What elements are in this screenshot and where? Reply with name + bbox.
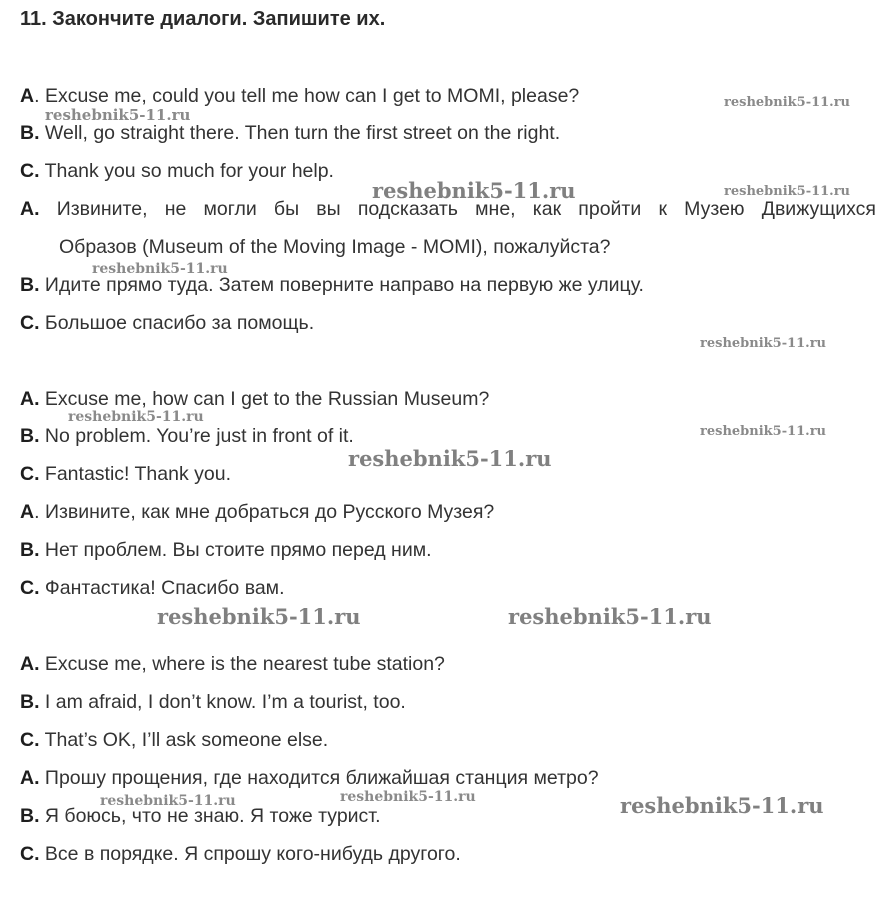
dialogue-line (20, 728, 328, 752)
line-text: I am afraid, I don’t know. I’m a tourist, too. (44, 691, 406, 713)
speaker-label: C. (20, 577, 40, 599)
dialogue-line (20, 842, 461, 866)
watermark: reshebnik5-11.ru (348, 446, 552, 471)
line-text: Все в порядке. Я спрошу кого-нибудь другого. (44, 843, 461, 865)
speaker-label: A (20, 501, 35, 523)
line-text: Извините, не могли бы вы подсказать мне, как пройти к Музею Движущихся (56, 198, 876, 220)
speaker-label: C. (20, 843, 40, 865)
watermark: reshebnik5-11.ru (68, 409, 204, 425)
watermark: reshebnik5-11.ru (508, 604, 712, 629)
line-text: Fantastic! Thank you. (44, 463, 231, 485)
dialogue-line: A. Извините, как мне добраться до Русского Музея? (20, 501, 495, 523)
watermark: reshebnik5-11.ru (340, 789, 476, 805)
watermark: reshebnik5-11.ru (100, 793, 236, 809)
line-text: Excuse me, where is the nearest tube station? (44, 653, 445, 675)
speaker-label: B. (20, 274, 40, 296)
dialogue-line (20, 538, 432, 562)
speaker-label: C. (20, 729, 40, 751)
speaker-label: B. (20, 122, 40, 144)
speaker-label: A. (20, 767, 40, 789)
dialogue-line (20, 576, 285, 600)
dialogue-line-continuation (59, 235, 611, 259)
line-text: Я боюсь, что не знаю. Я тоже турист. (44, 805, 381, 827)
dialogue-line (20, 690, 406, 714)
speaker-label: B. (20, 425, 40, 447)
speaker-label: C. (20, 312, 40, 334)
speaker-label: A. (20, 653, 40, 675)
line-text: Thank you so much for your help. (44, 160, 334, 182)
speaker-label: A (20, 85, 35, 107)
dialogue-line: A. Excuse me, could you tell me how can I get to MOMI, please? (20, 85, 580, 107)
dialogue-line (20, 387, 489, 411)
dialogue-line (20, 652, 445, 676)
line-text: Идите прямо туда. Затем поверните направо на первую же улицу. (44, 274, 644, 296)
line-text: Прошу прощения, где находится ближайшая станция метро? (44, 767, 599, 789)
line-text: No problem. You’re just in front of it. (44, 425, 354, 447)
line-text: Excuse me, could you tell me how can I get to MOMI, please? (44, 85, 580, 107)
watermark: reshebnik5-11.ru (700, 336, 827, 351)
speaker-label: C. (20, 463, 40, 485)
line-text: Большое спасибо за помощь. (44, 312, 315, 334)
watermark: reshebnik5-11.ru (45, 106, 191, 124)
watermark: reshebnik5-11.ru (157, 604, 361, 629)
speaker-label: B. (20, 805, 40, 827)
exercise-title: 11. Закончите диалоги. Запишите их. (20, 8, 386, 30)
speaker-label: B. (20, 539, 40, 561)
line-text: Excuse me, how can I get to the Russian Museum? (44, 388, 490, 410)
speaker-label: B. (20, 691, 40, 713)
watermark: reshebnik5-11.ru (92, 261, 228, 277)
watermark: reshebnik5-11.ru (620, 793, 824, 818)
line-text: Образов (Museum of the Moving Image - MOMI), пожалуйста? (59, 236, 611, 258)
dialogue-line (20, 424, 354, 448)
dialogue-line (20, 159, 334, 183)
dialogue-line (20, 311, 314, 335)
watermark: reshebnik5-11.ru (372, 178, 576, 203)
line-text: Well, go straight there. Then turn the first street on the right. (44, 122, 561, 144)
watermark: reshebnik5-11.ru (724, 95, 851, 110)
line-text: Нет проблем. Вы стоите прямо перед ним. (44, 539, 432, 561)
line-text: Извините, как мне добраться до Русского Музея? (44, 501, 495, 523)
line-text: Фантастика! Спасибо вам. (44, 577, 285, 599)
speaker-label: A. (20, 198, 40, 220)
speaker-label: C. (20, 160, 40, 182)
dialogue-line (20, 121, 560, 145)
line-text: That’s OK, I’ll ask someone else. (44, 729, 329, 751)
dialogue-line (20, 766, 599, 790)
dialogue-line (20, 462, 231, 486)
watermark: reshebnik5-11.ru (700, 424, 827, 439)
speaker-label: A. (20, 388, 40, 410)
watermark: reshebnik5-11.ru (724, 184, 851, 199)
